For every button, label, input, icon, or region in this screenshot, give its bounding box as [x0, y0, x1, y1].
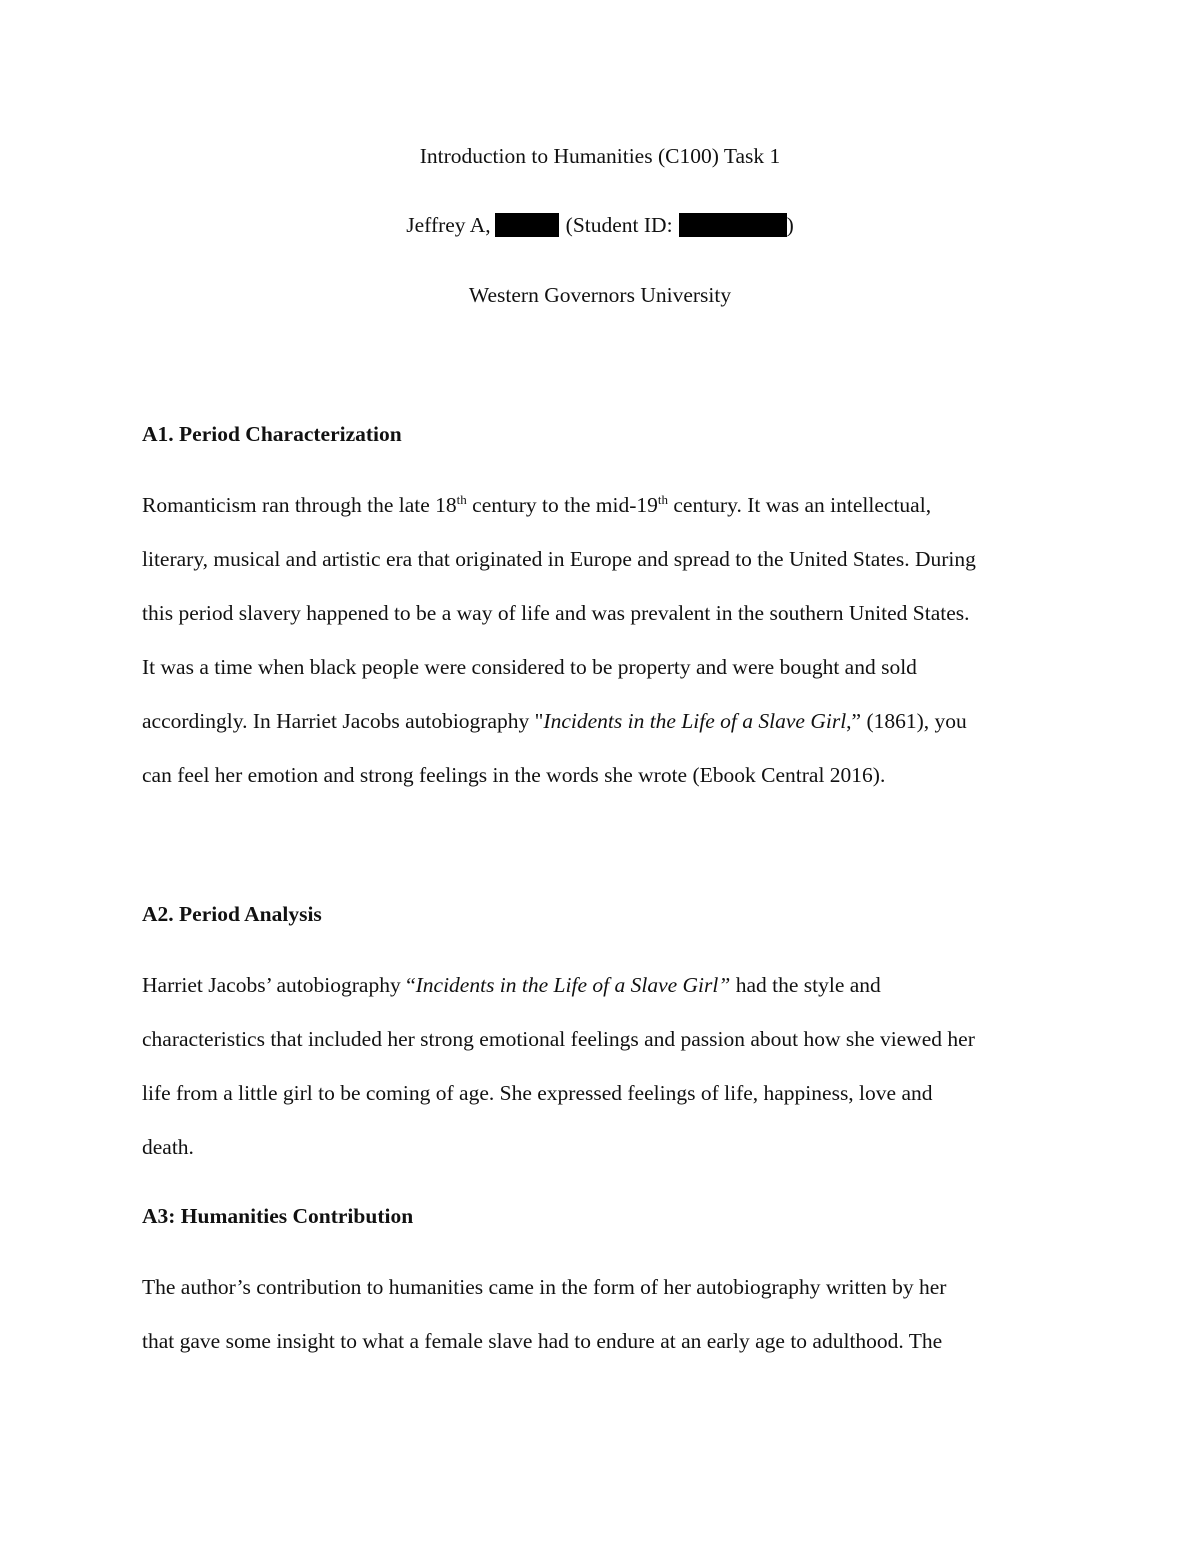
- text-run: century. It was an intellectual,: [668, 493, 932, 517]
- redacted-student-id: [679, 213, 787, 237]
- paragraph-line: [142, 694, 1072, 748]
- text-run: had the style and: [730, 973, 881, 997]
- book-title-italic: Incidents in the Life of a Slave Girl”: [415, 973, 731, 997]
- paragraph-line: characteristics that included her strong emotional feelings and passion about how she viewed her: [142, 1027, 975, 1051]
- superscript: th: [456, 492, 467, 507]
- paragraph-line: It was a time when black people were considered to be property and were bought and sold: [142, 655, 917, 679]
- text-run: century to the mid-19: [466, 493, 658, 517]
- paragraph-line: [142, 478, 1072, 532]
- institution-name: Western Governors University: [468, 283, 732, 307]
- text-run: Romanticism ran through the late 18: [142, 493, 457, 517]
- author-name: Jeffrey A,: [406, 213, 491, 237]
- book-title-italic: Incidents in the Life of a Slave Girl: [543, 709, 847, 733]
- text-run: ,” (1861), you: [846, 709, 967, 733]
- superscript: th: [657, 492, 668, 507]
- student-id-label: (Student ID:: [565, 213, 673, 237]
- paragraph-line: literary, musical and artistic era that originated in Europe and spread to the United States. During: [142, 547, 976, 571]
- paragraph-line: that gave some insight to what a female slave had to endure at an early age to adulthood. The: [142, 1329, 943, 1353]
- paragraph-line: this period slavery happened to be a way of life and was prevalent in the southern United States.: [142, 601, 970, 625]
- text-run: accordingly. In Harriet Jacobs autobiography ": [142, 709, 544, 733]
- paragraph-line: life from a little girl to be coming of age. She expressed feelings of life, happiness, love and: [142, 1081, 933, 1105]
- section-heading-a3: A3: Humanities Contribution: [142, 1204, 414, 1228]
- section-heading-a2: A2. Period Analysis: [142, 902, 322, 926]
- redacted-surname: [495, 213, 559, 237]
- section-body-a1: [142, 478, 1072, 802]
- paragraph-line: The author’s contribution to humanities came in the form of her autobiography written by her: [142, 1275, 947, 1299]
- paragraph-line: death.: [142, 1135, 194, 1159]
- text-run: Harriet Jacobs’ autobiography “: [142, 973, 416, 997]
- document-title: Introduction to Humanities (C100) Task 1: [419, 144, 781, 168]
- paragraph-line: can feel her emotion and strong feelings in the words she wrote (Ebook Central 2016).: [142, 763, 886, 787]
- section-heading-a1: A1. Period Characterization: [142, 422, 402, 446]
- paragraph-line: [142, 958, 1072, 1012]
- author-line: [0, 211, 1200, 239]
- section-body-a2: [142, 958, 1072, 1174]
- section-body-a3: [142, 1260, 1072, 1368]
- student-id-close: ): [786, 213, 794, 237]
